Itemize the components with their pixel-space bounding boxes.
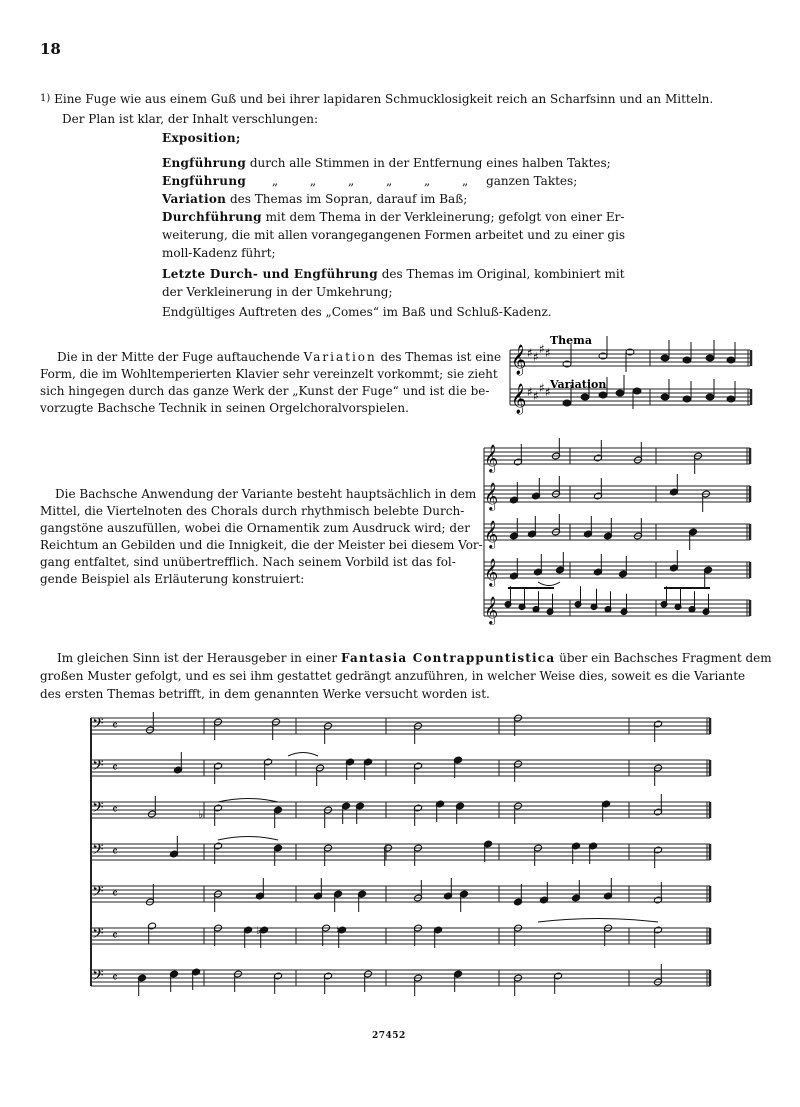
bass-clef-icon: 𝄢 [92,925,104,946]
bass-clef-icon: 𝄢 [92,967,104,988]
plan-text: des Themas im Original, kombiniert mit [377,267,625,281]
plan-ditto: „ „ „ „ „ „ [271,174,469,188]
staff-notes [173,752,662,786]
staff-lines [91,928,710,944]
tie [538,919,658,923]
staff-lines [91,718,710,734]
variation-notes [563,375,735,409]
tie [218,837,278,841]
natural-icon: ♮ [336,924,340,937]
plan-term: Variation [162,192,227,206]
staff-notes [145,712,662,744]
para-term: Variation [303,350,377,364]
staff-lines [91,844,710,860]
variation-para-line-4: vorzugte Bachsche Technik in seinen Orgelchoralvorspielen. [40,401,409,415]
common-time-icon: 𝄴 [112,887,118,902]
treble-clef-icon: 𝄞 [511,384,527,414]
footnote-text: Eine Fuge wie aus einem Guß und bei ihrer lapidaren Schmucklosigkeit reich an Scharfsinn und an Mitteln. [54,92,714,106]
staff-notes [137,964,662,996]
sharp-icon: ♯ [533,389,539,403]
common-time-icon: 𝄴 [112,719,118,734]
variant-para-line-2: Mittel, die Viertelnoten des Chorals durch rhythmisch belebte Durch- [40,504,465,518]
plan-durchfuehrung [162,209,624,226]
plan-letzte-2: der Verkleinerung in der Umkehrung; [162,285,393,299]
page-number: 18 [40,40,61,58]
plan-end: Endgültiges Auftreten des „Comes“ im Baß und Schluß-Kadenz. [162,305,552,319]
common-time-icon: 𝄴 [112,971,118,986]
para-text: Im gleichen Sinn ist der Herausgeber in einer [57,651,341,665]
example-fantasia-score [88,710,718,1010]
plan-durchfuehrung-3: moll-Kadenz führt; [162,246,276,260]
plan-exposition: Exposition; [162,131,241,145]
example-choral-variants [478,440,758,630]
plan-term: Engführung [162,174,247,188]
variant-para-line-4: Reichtum an Gebilden und die Innigkeit, die der Meister bei diesem Vor- [40,538,483,552]
staff-lines [91,886,710,902]
plan-text: ganzen Taktes; [486,174,578,188]
staff-notes [145,878,662,912]
example-thema-variation [505,330,755,420]
common-time-icon: 𝄴 [112,845,118,860]
staff-notes [509,474,710,512]
bass-clef-icon: 𝄢 [92,799,104,820]
variant-para-line-3: gangstöne auszufüllen, wobei die Ornamentik zum Ausdruck wird; der [40,521,470,535]
staff-notes [504,586,710,615]
plan-term: Durchführung [162,210,262,224]
thema-label: Thema [550,334,592,347]
para-text: über ein Bachsches Fragment dem [555,651,772,665]
treble-clef-icon: 𝄞 [484,520,499,548]
staff-lines [484,524,750,540]
variation-para-line-2: Form, die im Wohltemperierten Klavier sehr vereinzelt vorkommt; sie zieht [40,367,498,381]
bass-clef-icon: 𝄢 [92,883,104,904]
staff-lines [91,802,710,818]
tie [288,753,318,757]
treble-clef-icon: 𝄞 [511,345,527,375]
treble-clef-icon: 𝄞 [484,482,499,510]
bass-clef-icon: 𝄢 [92,715,104,736]
para-term: Fantasia Contrappuntistica [340,651,556,665]
fantasia-para-line-3: des ersten Themas betrifft, in dem genannten Werke versucht worden ist. [40,687,490,701]
sharp-icon: ♯ [545,346,551,360]
treble-clef-icon: 𝄞 [484,558,499,586]
variant-para-line-1: Die Bachsche Anwendung der Variante besteht hauptsächlich in dem [55,487,477,501]
bass-clef-icon: 𝄢 [92,841,104,862]
sharp-icon: ♯ [539,381,545,395]
plan-engfuehrung-2 [162,173,577,190]
sharp-icon: ♯ [545,385,551,399]
staff-lines [91,760,710,776]
staff-lines [484,448,750,464]
variant-para-line-6: gende Beispiel als Erläuterung konstruiert: [40,572,305,586]
plan-term: Letzte Durch- und Engführung [162,267,378,281]
para-text: Die in der Mitte der Fuge auftauchende [57,350,304,364]
sharp-icon: ♯ [527,346,533,360]
common-time-icon: 𝄴 [112,803,118,818]
tie [218,799,278,803]
bass-clef-icon: 𝄢 [92,757,104,778]
sharp-icon: ♯ [533,350,539,364]
treble-clef-icon: 𝄞 [484,444,499,472]
tie [538,582,560,586]
variation-para-line-3: sich hingegen durch das ganze Werk der „Kunst der Fuge“ und ist die be- [40,384,490,398]
variation-label: Variation [550,378,607,391]
sharp-icon: ♯ [527,385,533,399]
flat-icon: ♭ [198,808,204,821]
plan-text: des Themas im Sopran, darauf im Baß; [226,192,468,206]
treble-clef-icon: 𝄞 [484,596,499,624]
footnote-marker: 1) [40,93,51,104]
plan-text: durch alle Stimmen in der Entfernung eines halben Taktes; [246,156,611,170]
fantasia-para-line-1 [57,650,772,667]
plan-text: mit dem Thema in der Verkleinerung; gefolgt von einer Er- [261,210,625,224]
common-time-icon: 𝄴 [112,761,118,776]
staff-lines [91,970,710,986]
plate-number: 27452 [372,1031,406,1041]
plan-engfuehrung-1 [162,155,611,172]
plan-letzte [162,266,625,283]
variation-para-line-1 [57,349,501,366]
plan-durchfuehrung-2: weiterung, die mit allen vorangegangenen Formen arbeitet und zu einer gis [162,228,626,242]
staff-notes [509,550,712,588]
common-time-icon: 𝄴 [112,929,118,944]
flat-icon: ♭ [256,924,262,937]
plan-term: Engführung [162,156,247,170]
plan-variation [162,191,467,208]
staff-notes [147,794,662,828]
para-text: des Themas ist eine [376,350,502,364]
footnote-line-2: Der Plan ist klar, der Inhalt verschlungen: [62,112,319,126]
footnote-line-1 [40,91,713,108]
variant-para-line-5: gang entfaltet, sind unübertrefflich. Nach seinem Vorbild ist das fol- [40,555,456,569]
sharp-icon: ♯ [539,342,545,356]
fantasia-para-line-2: großen Muster gefolgt, und es sei ihm gestattet gedrängt anzuführen, in welcher Weise dies, soweit es die Variante [40,669,746,683]
